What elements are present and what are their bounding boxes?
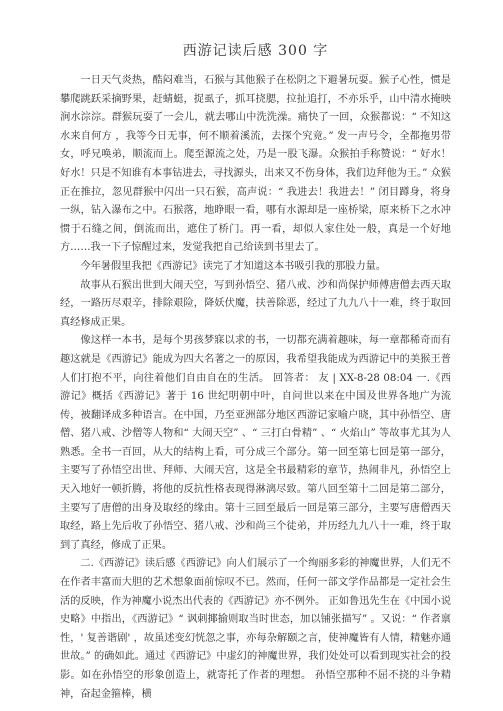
paragraph-4: 像这样一本书，是每个男孩梦寐以求的书，一切都充满着趣味，每一章都稀奇而有趣这就是《西游记》能成为四大名著之一的原因，我希望我能成为西游记中的美猴王普人们打抱不平，向往着他们自由自在的生活。 回答者： 友 | XX-8-28 08:04 一.《西游记》概括《西游记》著于 16 世纪明朝中叶，自问世以来在中国及世界各地广为流传，被翻译成多种语言。在中国，乃至亚洲部分地区西游记家喻户晓，其中孙悟空、唐僧、猪八戒、沙僧等人物和“ 大闹天空” 、“ 三打白骨精” 、“ 火焰山” 等故事尤其为人熟悉。全书一百回，从大的结构上看，可分成三个部分。第一回至第七回是第一部分，主要写了孙悟空出世、拜师、大闹天宫，这是全书最精彩的章节，热闹非凡，孙悟空上天入地好一顿折腾，将他的反抗性格表现得淋漓尽致。第八回至第十二回是第二部分，主要写了唐僧的出身及取经的缘由。第十三回至最后一回是第三部分，主要写唐僧西天取经，路上先后收了孙悟空、猪八戒、沙和尚三个徒弟，并历经九九八十一难，终于取到了真经，修成了正果。 [60,335,451,551]
document-title: 西游记读后感 300 字 [182,43,329,59]
paragraph-3: 故事从石猴出世到大闹天空，写到孙悟空、猪八戒、沙和尚保护师傅唐僧去西天取经，一路历尽艰辛，排除艰险，降妖伏魔，扶善除恶，经过了九九八十一难，终于取回真经修成正果。 [60,279,451,328]
paragraph-1: 一日天气炎热，酷闷难当，石猴与其他猴子在松阴之下避暑玩耍。猴子心性，惯是攀爬跳跃采摘野果，赶蜻蜓，捉虱子，抓耳挠腮，拉扯追打，不亦乐乎，山中清水掩映涧水淙淙。群猴玩耍了一会儿，就去哪山中洗洗澡。痛快了一回，众猴都说：“ 不知这水来自何方 ，我等今日无事，何不顺着溪流，去探个究竟。” 发一声号令，全都拖男带女，呼兄唤弟，顺流而上。爬至源流之处，乃是一股飞瀑。众猴拍手称赞说：“ 好水！好水！只是不知谁有本事钻进去，寻找源头，出来又不伤身体，我们边拜他为王。” 众猴正在推拉，忽见群猴中闪出一只石猴，高声说：“ 我进去！我进去！” 闭目蹲身，将身一纵，钻入瀑布之中。石猴落，地睁眼一看，哪有水源却是一座桥梁，原来桥下之水冲惯于石缝之间，倒流而出，遮住了桥门。再一看，却似人家住处一般，真是一个好地方……我一下子惊醒过来，发觉我把自己给读到书里去了。 [60,75,451,254]
paragraph-2: 今年暑假里我把《西游记》读完了才知道这本书吸引我的那股力量。 [80,260,387,272]
paragraph-5: 二.《西游记》读后感《西游记》向人们展示了一个绚丽多彩的神魔世界，人们无不在作者丰富而大胆的艺术想象面前惊叹不已。然而，任何一部文学作品都是一定社会生活的反映，作为神魔小说杰出代表的《西游记》亦不例外。 正如鲁迅先生在《中国小说史略》中指出，《西游记》“ 讽刺揶揄则取当时世态，加以铺张描写” 。又说：“ 作者禀性，' 复善谐剧' ，故虽述变幻恍忽之事，亦每杂解颐之言，使神魔皆有人情，精魅亦通世故。” 的确如此。通过《西游记》中虚幻的神魔世界，我们处处可以看到现实社会的投影。如在孙悟空的形象创造上，就寄托了作者的理想。 孙悟空那种不屈不挠的斗争精神，奋起金箍棒，横 [60,558,451,700]
